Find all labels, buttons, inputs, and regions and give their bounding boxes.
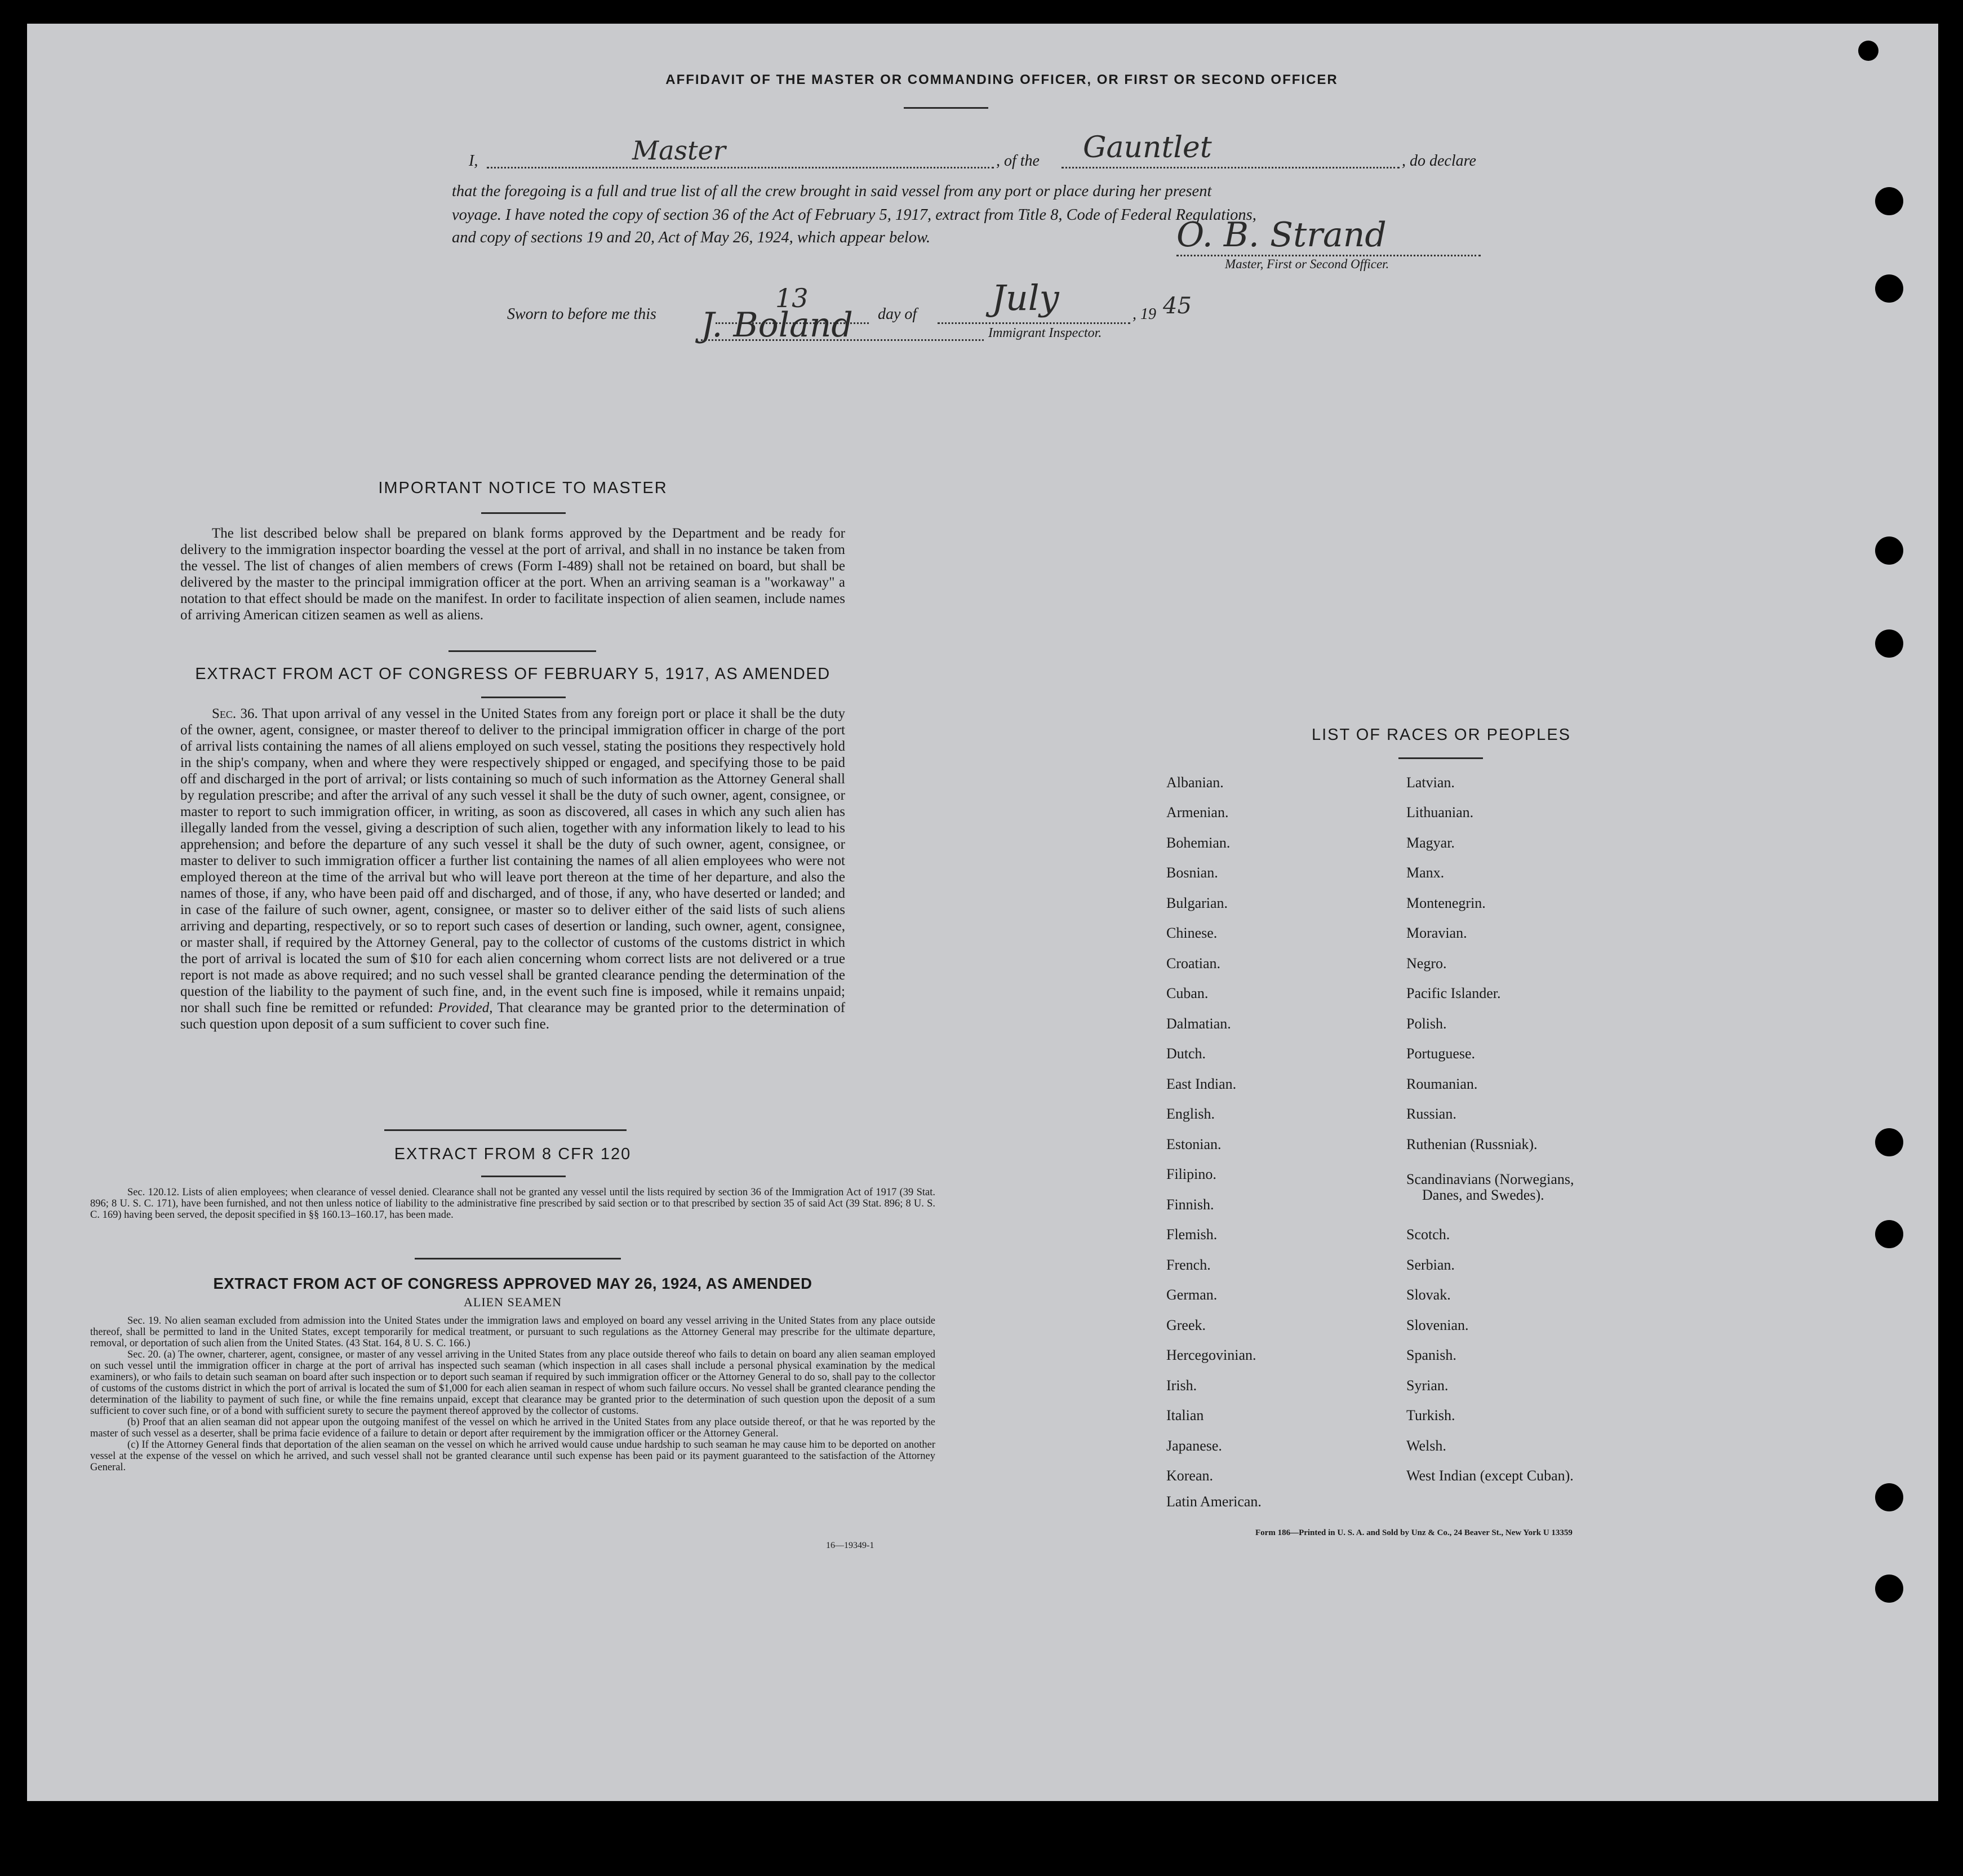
race-right: Portuguese. bbox=[1406, 1045, 1476, 1062]
race-right: West Indian (except Cuban). bbox=[1406, 1467, 1574, 1484]
race-right: Negro. bbox=[1406, 955, 1447, 972]
race-right: Spanish. bbox=[1406, 1347, 1456, 1363]
punch-hole bbox=[1875, 274, 1903, 303]
extract-1917-text bbox=[180, 706, 845, 1032]
race-right: Latvian. bbox=[1406, 774, 1455, 791]
form-number: 16—19349-1 bbox=[826, 1541, 874, 1550]
race-left: Dalmatian. bbox=[1166, 1015, 1231, 1032]
race-right: Lithuanian. bbox=[1406, 804, 1474, 821]
race-left: Cuban. bbox=[1166, 985, 1209, 1001]
printer-footer: Form 186—Printed in U. S. A. and Sold by Unz & Co., 24 Beaver St., New York U 13359 bbox=[1255, 1528, 1573, 1537]
sworn-line bbox=[507, 277, 1240, 328]
section-36-end: That clearance may be granted prior to the determination of such question upon deposit of a sum sufficient to cover such fine. bbox=[180, 1000, 846, 1032]
vessel-name-field: Gauntlet bbox=[1083, 131, 1212, 165]
punch-hole bbox=[1875, 1220, 1903, 1248]
section-36-body: That upon arrival of any vessel in the United States from any foreign port or place it shall be the duty of the owner, agent, consignee, or master thereof to deliver to the principal immigration officer in charge of the port of arrival lists containing the names of all aliens employed on such vessel, stating the positions they respectively hold in the ship's company, when and where they were respectively shipped or engaged, and specifying those to be paid off and discharged in the port of arrival; or lists containing so much of such information as the Attorney General shall by regulation prescribe; and after the arrival of any such vessel it shall be the duty of such owner, agent, consignee, or master to report to such immigration officer, in writing, as soon as discovered, all cases in which any such alien has illegally landed from the vessel, giving a description of such alien, together with any information likely to lead to his apprehension; and before the departure of any such vessel it shall be the duty of such owner, agent, consignee, or master to deliver to such immigration officer a further list containing the names of all alien employees who were not employed thereon at the time of the arrival but who will leave port thereon at the time of her departure, and also the names of those, if any, who have been paid off and discharged, and of those, if any, who have deserted or landed; and in case of the failure of such owner, agent, consignee, or master so to deliver either of the said lists of such aliens arriving and departing, respectively, or so to report such cases of desertion or landing, such owner, agent, consignee, or master shall, if required by the Attorney General, pay to the collector of customs of the customs district in which the port of arrival is located the sum of $10 for each alien concerning whom correct lists are not delivered or a true report is not made as above required; and no such vessel shall be granted clearance pending the determination of the question of the liability to the payment of such fine, and, in the event such fine is imposed, while it remains unpaid; nor shall such fine be remitted or refunded: bbox=[180, 706, 845, 1015]
race-right: Montenegrin. bbox=[1406, 895, 1486, 911]
race-right: Russian. bbox=[1406, 1106, 1456, 1122]
provided-label: Provided, bbox=[438, 1000, 493, 1015]
master-name-line bbox=[487, 142, 994, 168]
race-left: Chinese. bbox=[1166, 925, 1218, 941]
punch-hole bbox=[1875, 1128, 1903, 1156]
race-right: Serbian. bbox=[1406, 1257, 1455, 1273]
year-prefix: , 19 bbox=[1132, 305, 1156, 323]
notice-title: IMPORTANT NOTICE TO MASTER bbox=[378, 479, 668, 497]
race-right: Scotch. bbox=[1406, 1226, 1450, 1243]
races-title: LIST OF RACES OR PEOPLES bbox=[1311, 726, 1571, 744]
race-left: Bosnian. bbox=[1166, 864, 1218, 881]
divider bbox=[1398, 757, 1483, 759]
affidavit-line1 bbox=[469, 131, 1517, 170]
section-20c: (c) If the Attorney General finds that deportation of the alien seaman on the vessel on which he arrived would cause undue hardship to such seaman he may cause him to be deported on another vessel at the expense of the vessel on which he arrived, and such vessel shall not be granted clearance until such expense has been paid or its payment guaranteed to the satisfaction of the Attorney General. bbox=[90, 1439, 935, 1473]
race-right: Slovenian. bbox=[1406, 1317, 1469, 1333]
race-right: Ruthenian (Russniak). bbox=[1406, 1136, 1538, 1152]
i-label: I, bbox=[469, 152, 478, 170]
race-left: Hercegovinian. bbox=[1166, 1347, 1256, 1363]
race-left: Korean. bbox=[1166, 1467, 1214, 1484]
divider bbox=[448, 650, 596, 652]
race-left: Albanian. bbox=[1166, 774, 1224, 791]
sworn-label: Sworn to before me this bbox=[507, 305, 656, 323]
race-left: Irish. bbox=[1166, 1377, 1197, 1394]
divider bbox=[481, 1176, 566, 1177]
document-page bbox=[27, 24, 1938, 1801]
master-signature: O. B. Strand bbox=[1176, 215, 1387, 255]
punch-hole bbox=[1875, 1483, 1903, 1511]
section-20a: Sec. 20. (a) The owner, charterer, agent, consignee, or master of any vessel arriving in the United States from any place outside thereof who fails to detain on board any alien seaman employed on such vessel until the immigration officer in charge at the port of arrival has inspected such seaman (which inspection in all cases shall include a personal physical examination by the medical examiners), or who fails to detain such seaman on board after such inspection or to deport such seaman if required by such immigration officer or the Attorney General to do so, shall pay to the collector of customs of the customs district in which the port of arrival is located the sum of $1,000 for each alien seaman in respect of whom such failure occurs. No vessel shall be granted clearance pending the determination of the liability to payment of such fine, or while the fine remains unpaid, except that clearance may be granted prior to the determination of such question upon the deposit of a sum sufficient to cover such fine, or of a bond with sufficient surety to secure the payment thereof approved by the collector of customs. bbox=[90, 1349, 935, 1417]
cfr-title: EXTRACT FROM 8 CFR 120 bbox=[394, 1145, 632, 1163]
race-left: Greek. bbox=[1166, 1317, 1206, 1333]
race-right: Scandinavians (Norwegians, bbox=[1406, 1171, 1574, 1187]
race-left: Armenian. bbox=[1166, 804, 1229, 821]
race-left: Croatian. bbox=[1166, 955, 1221, 972]
day-of-label: day of bbox=[878, 305, 917, 323]
race-left: Flemish. bbox=[1166, 1226, 1218, 1243]
sworn-month-field: July bbox=[992, 277, 1059, 318]
cfr-text: Sec. 120.12. Lists of alien employees; when clearance of vessel denied. Clearance shall not be granted any vessel until the lists required by section 36 of the Immigration Act of 1917 (39 Stat. 896; 8 U. S. C. 171), have been furnished, and not then unless notice of liability to the administrative fine prescribed by said section or to that prescribed by section 35 of said Act (39 Stat. 896; 8 U. S. C. 169) having been served, the deposit specified in §§ 160.13–160.17, has been made. bbox=[90, 1187, 935, 1221]
race-left: East Indian. bbox=[1166, 1076, 1237, 1092]
race-right: Moravian. bbox=[1406, 925, 1467, 941]
affidavit-line2: that the foregoing is a full and true list of all the crew brought in said vessel from any port or place during her present bbox=[452, 183, 1212, 200]
race-left: German. bbox=[1166, 1287, 1218, 1303]
affidavit-line3: voyage. I have noted the copy of section 36 of the Act of February 5, 1917, extract from Title 8, Code of Federal Regulations, bbox=[452, 206, 1256, 224]
sworn-year-field: 45 bbox=[1163, 293, 1192, 319]
alien-seamen-subtitle: ALIEN SEAMEN bbox=[464, 1295, 562, 1309]
race-right: Slovak. bbox=[1406, 1287, 1451, 1303]
divider bbox=[481, 512, 566, 514]
race-left: English. bbox=[1166, 1106, 1215, 1122]
race-left: Finnish. bbox=[1166, 1196, 1214, 1213]
punch-hole bbox=[1875, 536, 1903, 565]
race-left: Italian bbox=[1166, 1407, 1204, 1423]
divider bbox=[481, 697, 566, 698]
punch-hole bbox=[1875, 1575, 1903, 1603]
inspector-label: Immigrant Inspector. bbox=[988, 326, 1102, 340]
divider bbox=[904, 107, 988, 109]
punch-hole bbox=[1875, 629, 1903, 658]
race-left: Bohemian. bbox=[1166, 835, 1231, 851]
section-36-label: Sec. 36. bbox=[212, 706, 258, 721]
punch-hole bbox=[1875, 187, 1903, 215]
do-declare-label: , do declare bbox=[1402, 152, 1476, 170]
extract-1924-title: EXTRACT FROM ACT OF CONGRESS APPROVED MAY 26, 1924, AS AMENDED bbox=[213, 1275, 812, 1292]
divider bbox=[415, 1258, 621, 1259]
race-right: Turkish. bbox=[1406, 1407, 1455, 1423]
race-left: Estonian. bbox=[1166, 1136, 1222, 1152]
race-left: French. bbox=[1166, 1257, 1211, 1273]
race-left: Bulgarian. bbox=[1166, 895, 1228, 911]
affidavit-title: AFFIDAVIT OF THE MASTER OR COMMANDING OFFICER, OR FIRST OR SECOND OFFICER bbox=[665, 72, 1338, 87]
section-20b: (b) Proof that an alien seaman did not appear upon the outgoing manifest of the vessel on which he arrived in the United States from any place outside thereof, or that he was reported by the master of such vessel as a deserter, shall be prima facie evidence of a failure to detain or deport after requirement by the immigration officer or the Attorney General. bbox=[90, 1417, 935, 1439]
race-right: Welsh. bbox=[1406, 1438, 1446, 1454]
affidavit-line4: and copy of sections 19 and 20, Act of May 26, 1924, which appear below. bbox=[452, 229, 931, 246]
divider bbox=[384, 1129, 627, 1131]
officer-label: Master, First or Second Officer. bbox=[1225, 257, 1389, 271]
race-left: Dutch. bbox=[1166, 1045, 1206, 1062]
race-right: Manx. bbox=[1406, 864, 1445, 881]
race-right: Magyar. bbox=[1406, 835, 1455, 851]
punch-hole bbox=[1858, 41, 1878, 61]
master-name-field: Master bbox=[632, 135, 726, 166]
race-right: Pacific Islander. bbox=[1406, 985, 1501, 1001]
of-the-label: , of the bbox=[996, 152, 1040, 170]
section-19: Sec. 19. No alien seaman excluded from admission into the United States under the immigration laws and employed on board any vessel arriving in the United States from any place outside thereof, shall be permitted to land in the United States, except temporarily for medical treatment, or pursuant to such regulations as the Attorney General may prescribe for the ultimate departure, removal, or deportation of such alien from the United States. (43 Stat. 164, 8 U. S. C. 166.) bbox=[90, 1315, 935, 1349]
race-right: Syrian. bbox=[1406, 1377, 1449, 1394]
race-right: Danes, and Swedes). bbox=[1422, 1187, 1544, 1203]
notice-text: The list described below shall be prepared on blank forms approved by the Department and be ready for delivery to the immigration inspector boarding the vessel at the port of arrival, and shall in no instance be taken from the vessel. The list of changes of alien members of crews (Form I-489) shall not be retained on board, but shall be delivered by the master to the principal immigration officer at the port. When an arriving seaman is a "workaway" a notation to that effect should be made on the manifest. In order to facilitate inspection of alien seamen, include names of arriving American citizen seamen as well as aliens. bbox=[180, 526, 845, 623]
race-left: Japanese. bbox=[1166, 1438, 1222, 1454]
extract-1924-text bbox=[90, 1315, 935, 1473]
race-right: Roumanian. bbox=[1406, 1076, 1478, 1092]
race-left: Latin American. bbox=[1166, 1493, 1262, 1510]
race-right: Polish. bbox=[1406, 1015, 1447, 1032]
race-left: Filipino. bbox=[1166, 1166, 1216, 1182]
sworn-day-field: 13 bbox=[775, 283, 809, 313]
extract-1917-title: EXTRACT FROM ACT OF CONGRESS OF FEBRUARY 5, 1917, AS AMENDED bbox=[195, 665, 830, 683]
inspector-signature: J. Boland bbox=[701, 305, 853, 345]
